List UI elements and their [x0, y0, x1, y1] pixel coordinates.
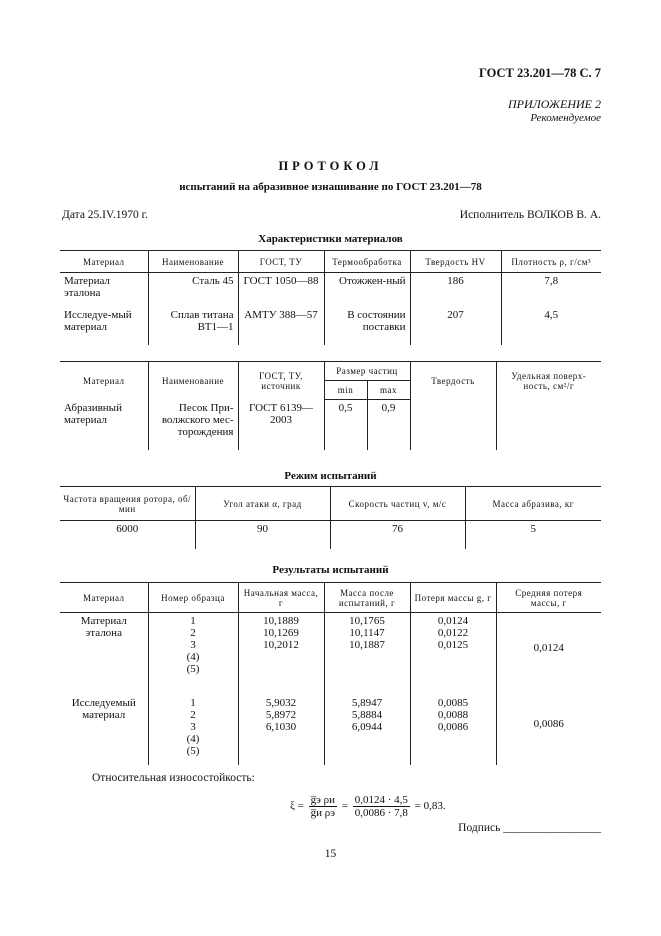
list-item: 5,8884: [351, 708, 383, 721]
average-loss: 0,0086: [496, 683, 601, 765]
cell: В состоянии поставки: [324, 307, 410, 345]
materials-table: [60, 250, 601, 345]
relative-wear-label: Относительная износостойкость:: [92, 772, 255, 784]
table-row: [60, 273, 601, 307]
col-header: Наименование: [148, 362, 238, 400]
list-item: 5,9032: [265, 696, 297, 709]
table-row: [60, 521, 601, 549]
col-header: Скорость частиц v, м/с: [330, 487, 465, 521]
list-item: (4): [186, 732, 200, 745]
table-row: [60, 613, 601, 683]
cell: 5: [465, 521, 601, 549]
protocol-subtitle: испытаний на абразивное изнашивание по ГОСТ 23.201—78: [179, 181, 482, 193]
list-item: 3: [190, 639, 196, 651]
cell: ГОСТ 1050—88: [238, 273, 324, 307]
cell: Сплав титана ВТ1—1: [148, 307, 238, 345]
list-item: 1: [190, 696, 196, 709]
abrasive-table: [60, 361, 601, 450]
col-header: Удельная поверх-ность, см²/г: [496, 362, 601, 400]
list-item: (5): [186, 744, 200, 757]
recommended-label: Рекомендуемое: [530, 112, 601, 124]
cell: ГОСТ 6139—2003: [238, 400, 324, 450]
col-header: max: [367, 381, 410, 400]
cell: Исследуе-мый материал: [64, 308, 132, 333]
col-header: Номер образца: [148, 583, 238, 613]
col-header: Термообработка: [324, 251, 410, 273]
cell: 0,5: [324, 400, 367, 450]
cell: Исследуемый материал: [71, 696, 136, 721]
col-header: Материал: [60, 251, 148, 273]
cell: [410, 400, 496, 450]
results-table: [60, 582, 601, 765]
col-header: min: [324, 381, 367, 400]
list-item: 0,0125: [437, 639, 469, 651]
formula-lhs: ξ =: [290, 800, 304, 813]
cell: 76: [330, 521, 465, 549]
col-header: Средняя потеря массы, г: [496, 583, 601, 613]
list-item: 10,1889: [263, 615, 299, 627]
cell: 207: [410, 307, 501, 345]
list-item: 2: [190, 627, 196, 639]
mode-table: [60, 486, 601, 549]
cell: Сталь 45: [148, 273, 238, 307]
initial-masses: [238, 613, 324, 683]
mass-losses: [410, 683, 496, 765]
sample-numbers: [148, 683, 238, 765]
sample-numbers: [148, 613, 238, 683]
cell: АМТУ 388—57: [238, 307, 324, 345]
cell: 90: [195, 521, 330, 549]
cell: Отожжен-ный: [324, 273, 410, 307]
cell: Песок При-волжского мес-торождения: [148, 400, 238, 450]
table-row: [60, 683, 601, 765]
executor: Исполнитель ВОЛКОВ В. А.: [459, 209, 601, 221]
col-header: Твердость: [410, 362, 496, 400]
col-header: Материал: [82, 375, 125, 386]
list-item: 0,0085: [437, 696, 469, 709]
cell: Абразивный материал: [64, 401, 122, 426]
formula-equals: =: [341, 800, 348, 813]
formula-result: = 0,83.: [414, 800, 446, 813]
fraction-numerator: 0,0124 · 4,5: [354, 794, 408, 806]
cell: 0,9: [367, 400, 410, 450]
col-header: Начальная масса, г: [238, 583, 324, 613]
fraction-denominator: 0,0086 · 7,8: [354, 807, 408, 819]
document-header: ГОСТ 23.201—78 С. 7: [478, 66, 601, 80]
list-item: (5): [186, 663, 200, 675]
cell: Материал эталона: [80, 615, 127, 639]
fraction-numerator: g̅э ρи: [310, 794, 335, 806]
col-header: Размер частиц: [324, 362, 410, 381]
signature-line: Подпись _________________: [458, 822, 601, 834]
list-item: 10,2012: [263, 639, 299, 651]
list-item: 5,8972: [265, 708, 297, 721]
cell: Материал эталона: [64, 275, 110, 299]
list-item: 0,0088: [437, 708, 469, 721]
col-header: ГОСТ, ТУ, источник: [238, 362, 324, 400]
list-item: 6,1030: [265, 720, 297, 733]
after-masses: [324, 683, 410, 765]
col-header: Наименование: [148, 251, 238, 273]
col-header: Потеря массы g, г: [410, 583, 496, 613]
list-item: 2: [190, 708, 196, 721]
mode-section-title: Режим испытаний: [284, 470, 377, 482]
list-item: 0,0124: [437, 615, 469, 627]
wear-formula: [290, 794, 446, 819]
formula-fraction: [353, 794, 410, 819]
col-header: Плотность ρ, г/см³: [501, 251, 601, 273]
mass-losses: [410, 613, 496, 683]
col-header: Твердость HV: [410, 251, 501, 273]
list-item: (4): [186, 651, 200, 663]
after-masses: [324, 613, 410, 683]
col-header: Масса после испытаний, г: [324, 583, 410, 613]
cell: 6000: [116, 523, 139, 535]
col-header: Материал: [60, 583, 148, 613]
page-number: 15: [324, 848, 337, 860]
cell: 7,8: [501, 273, 601, 307]
list-item: 6,0944: [351, 720, 383, 733]
col-header: Частота вращения ротора, об/мин: [60, 487, 195, 521]
appendix-block: [508, 97, 601, 124]
list-item: 0,0122: [437, 627, 469, 639]
list-item: 5,8947: [351, 696, 383, 709]
results-section-title: Результаты испытаний: [272, 564, 389, 576]
protocol-title: ПРОТОКОЛ: [278, 159, 383, 173]
list-item: 0,0086: [437, 720, 469, 733]
list-item: 1: [190, 615, 196, 627]
list-item: 3: [190, 720, 196, 733]
average-loss: 0,0124: [496, 613, 601, 683]
table-row: [60, 307, 601, 345]
col-header: Угол атаки α, град: [195, 487, 330, 521]
appendix-label: ПРИЛОЖЕНИЕ 2: [508, 97, 601, 111]
cell: 186: [410, 273, 501, 307]
fraction-denominator: g̅и ρэ: [310, 807, 335, 819]
col-header: Масса абразива, кг: [465, 487, 601, 521]
list-item: 10,1765: [349, 615, 385, 627]
test-date: Дата 25.IV.1970 г.: [62, 209, 148, 221]
list-item: 10,1147: [349, 627, 385, 639]
table-row: [60, 400, 601, 450]
list-item: 10,1269: [263, 627, 299, 639]
col-header: ГОСТ, ТУ: [238, 251, 324, 273]
materials-section-title: Характеристики материалов: [258, 233, 403, 245]
initial-masses: [238, 683, 324, 765]
formula-fraction: [309, 794, 337, 819]
cell: [496, 400, 601, 450]
list-item: 10,1887: [349, 639, 385, 651]
cell: 4,5: [501, 307, 601, 345]
